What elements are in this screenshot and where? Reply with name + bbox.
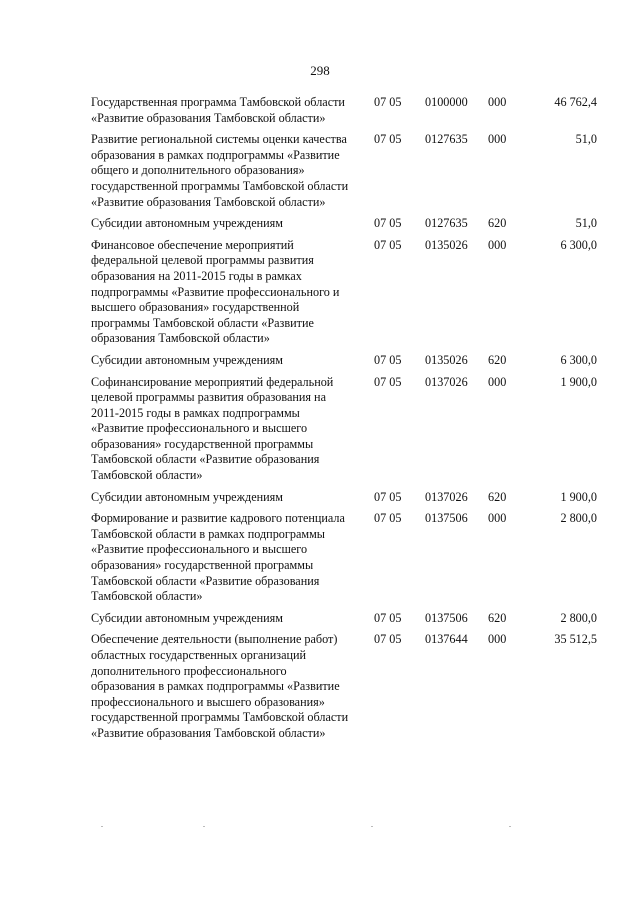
row-description: Формирование и развитие кадрового потенциала Тамбовской области в рамках подпрограммы «Развитие профессионального и высшего образования» государственной программы Тамбовской области «Развитие образования Тамбовской области»	[91, 511, 345, 604]
row-section-code: 07 05	[374, 216, 402, 231]
row-target-code: 0100000	[425, 95, 468, 109]
row-description: Государственная программа Тамбовской области «Развитие образования Тамбовской области»	[91, 95, 345, 125]
budget-table	[91, 95, 597, 748]
row-section-code: 07 05	[374, 610, 402, 625]
row-expense-type: 000	[488, 237, 507, 252]
row-target-code: 0127635	[425, 216, 468, 231]
scan-specks	[91, 824, 597, 830]
table-row	[91, 216, 597, 232]
table-row	[91, 353, 597, 369]
row-expense-type: 620	[488, 352, 507, 367]
row-description: Субсидии автономным учреждениям	[91, 216, 283, 231]
row-section-code: 07 05	[374, 132, 402, 147]
table-row	[91, 511, 597, 605]
scan-speck	[371, 826, 373, 827]
page-number: 298	[310, 63, 330, 78]
row-description: Субсидии автономным учреждениям	[91, 489, 283, 504]
row-expense-type: 000	[488, 374, 507, 389]
row-target-code: 0127635	[425, 132, 468, 147]
row-expense-type: 000	[488, 511, 507, 526]
row-amount: 6 300,0	[560, 237, 597, 252]
row-target-code: 0137026	[425, 374, 468, 389]
row-description: Субсидии автономным учреждениям	[91, 610, 283, 625]
row-target-code: 0137026	[425, 489, 468, 504]
row-section-code: 07 05	[374, 95, 402, 109]
row-amount: 35 512,5	[554, 632, 597, 647]
row-amount: 6 300,0	[560, 352, 597, 367]
row-target-code: 0137506	[425, 511, 468, 526]
row-amount: 51,0	[575, 132, 597, 147]
scan-speck	[203, 826, 205, 827]
row-expense-type: 620	[488, 610, 507, 625]
row-expense-type: 620	[488, 216, 507, 231]
row-expense-type: 000	[488, 132, 507, 147]
row-amount: 46 762,4	[554, 95, 597, 109]
row-description: Софинансирование мероприятий федеральной целевой программы развития образования на 2011-2015 годы в рамках подпрограммы «Развитие профессионального и высшего образования» государственной программы Тамбовской области «Развитие образования Тамбовской области»	[91, 374, 334, 483]
table-row	[91, 238, 597, 347]
row-description: Субсидии автономным учреждениям	[91, 352, 283, 367]
row-section-code: 07 05	[374, 511, 402, 526]
row-target-code: 0137506	[425, 610, 468, 625]
row-section-code: 07 05	[374, 489, 402, 504]
row-expense-type: 620	[488, 489, 507, 504]
row-amount: 1 900,0	[560, 489, 597, 504]
row-expense-type: 000	[488, 95, 507, 109]
row-amount: 51,0	[575, 216, 597, 231]
row-section-code: 07 05	[374, 374, 402, 389]
table-row	[91, 490, 597, 506]
row-section-code: 07 05	[374, 352, 402, 367]
table-row	[91, 611, 597, 627]
row-expense-type: 000	[488, 632, 507, 647]
scan-speck	[509, 826, 511, 827]
row-description: Финансовое обеспечение мероприятий федеральной целевой программы развития образования на 2011-2015 годы в рамках подпрограммы «Развитие профессионального и высшего образования» государственной программы Тамбовской области «Развитие образования Тамбовской области»	[91, 237, 340, 346]
row-target-code: 0137644	[425, 632, 468, 647]
row-amount: 2 800,0	[560, 610, 597, 625]
row-amount: 1 900,0	[560, 374, 597, 389]
row-target-code: 0135026	[425, 352, 468, 367]
row-section-code: 07 05	[374, 237, 402, 252]
table-row	[91, 375, 597, 484]
table-row	[91, 95, 597, 126]
row-description: Развитие региональной системы оценки качества образования в рамках подпрограммы «Развитие общего и дополнительного образования» государственной программы Тамбовской области «Развитие образования Тамбовской области»	[91, 132, 349, 209]
row-section-code: 07 05	[374, 632, 402, 647]
table-row	[91, 632, 597, 741]
scan-speck	[101, 826, 103, 827]
row-target-code: 0135026	[425, 237, 468, 252]
table-row	[91, 132, 597, 210]
row-amount: 2 800,0	[560, 511, 597, 526]
row-description: Обеспечение деятельности (выполнение работ) областных государственных организаций дополнительного профессионального образования в рамках подпрограммы «Развитие профессионального и высшего образования» государственной программы Тамбовской области «Развитие образования Тамбовской области»	[91, 632, 349, 740]
